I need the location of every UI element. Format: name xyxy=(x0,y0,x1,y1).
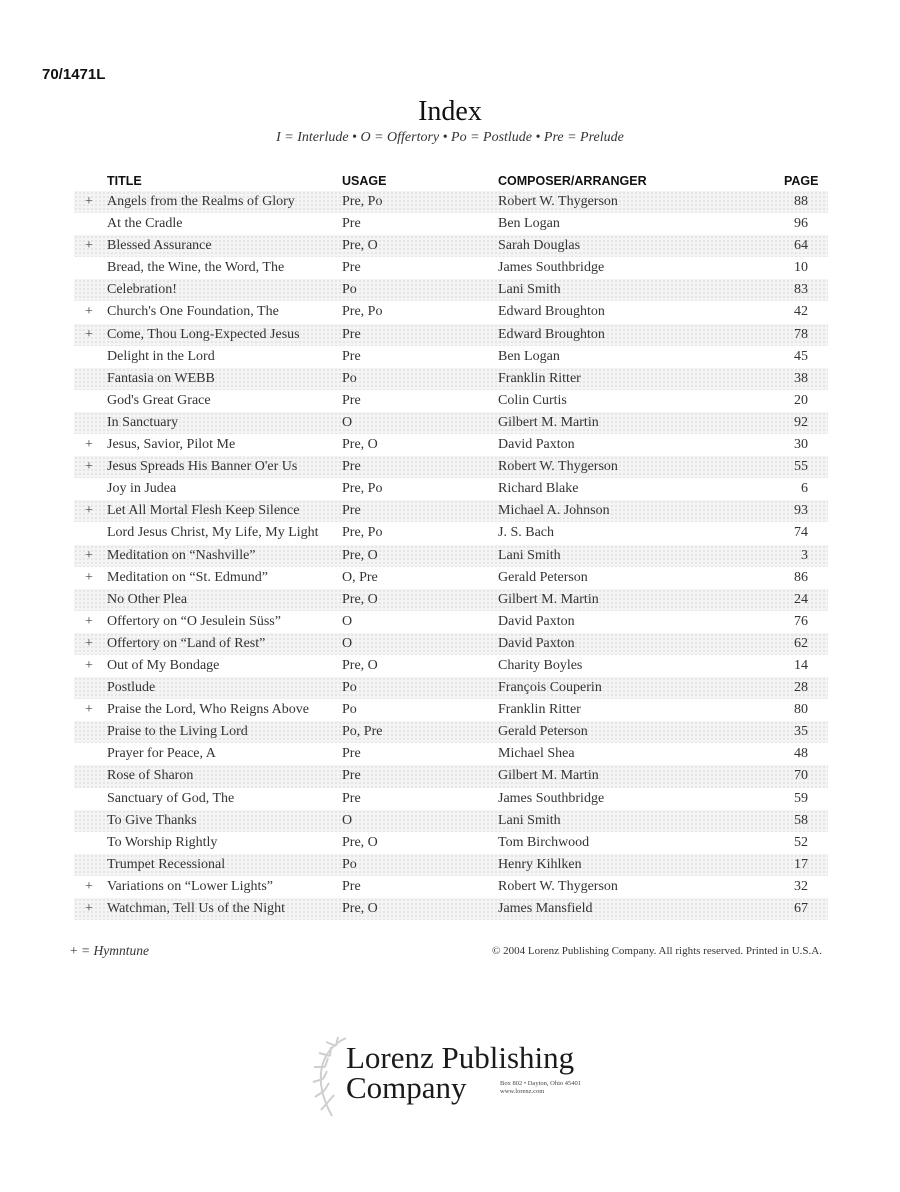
entry-page: 52 xyxy=(794,834,808,850)
entry-usage: Po, Pre xyxy=(342,724,383,740)
entry-page: 80 xyxy=(794,702,808,718)
entry-title: Joy in Judea xyxy=(107,481,177,497)
entry-page: 62 xyxy=(794,635,808,651)
entry-composer: Lani Smith xyxy=(498,282,561,298)
hymntune-mark: + xyxy=(85,194,93,209)
entry-title: Angels from the Realms of Glory xyxy=(107,194,295,209)
entry-title: In Sanctuary xyxy=(107,414,179,430)
table-row xyxy=(74,589,828,611)
table-row xyxy=(74,765,828,787)
entry-title: Offertory on “O Jesulein Süss” xyxy=(107,613,281,629)
entry-composer: Henry Kihlken xyxy=(498,856,582,872)
entry-composer: Robert W. Thygerson xyxy=(498,459,618,475)
entry-composer: Colin Curtis xyxy=(498,392,567,408)
entry-composer: Ben Logan xyxy=(498,348,560,364)
entry-page: 92 xyxy=(794,414,808,430)
table-row xyxy=(74,854,828,876)
entry-usage: Pre, O xyxy=(342,591,378,607)
entry-title: Variations on “Lower Lights” xyxy=(107,878,274,894)
table-row xyxy=(74,699,828,721)
entry-page: 58 xyxy=(794,812,808,828)
entry-composer: Franklin Ritter xyxy=(498,370,581,386)
entry-page: 76 xyxy=(794,613,808,629)
entry-title: God's Great Grace xyxy=(107,392,211,408)
table-row xyxy=(74,876,828,898)
hymntune-mark: + xyxy=(85,459,93,475)
entry-page: 96 xyxy=(794,216,808,232)
column-header-composer: COMPOSER/ARRANGER xyxy=(498,174,647,188)
entry-usage: Pre, O xyxy=(342,834,378,850)
entry-usage: Pre, Po xyxy=(342,525,383,541)
table-row xyxy=(74,434,828,456)
entry-composer: François Couperin xyxy=(498,680,602,696)
logo-wordmark-line2: Company xyxy=(346,1070,467,1105)
table-row xyxy=(74,191,828,213)
entry-composer: Gilbert M. Martin xyxy=(498,768,599,784)
page-title: Index xyxy=(418,96,482,127)
entry-usage: Po xyxy=(342,856,357,872)
table-row xyxy=(74,721,828,743)
entry-usage: Pre, O xyxy=(342,657,378,673)
entry-usage: Po xyxy=(342,680,357,696)
table-row xyxy=(74,788,828,810)
entry-usage: Pre xyxy=(342,746,361,762)
logo-address-line1: Box 802 • Dayton, Ohio 45401 xyxy=(500,1080,581,1087)
entry-composer: Richard Blake xyxy=(498,481,579,497)
entry-usage: Pre, O xyxy=(342,901,378,916)
hymntune-mark: + xyxy=(85,657,93,673)
entry-composer: Franklin Ritter xyxy=(498,702,581,718)
hymntune-mark: + xyxy=(85,503,93,519)
entry-title: Celebration! xyxy=(107,282,177,298)
entry-usage: Pre xyxy=(342,326,361,342)
table-row xyxy=(74,522,828,544)
entry-usage: Pre xyxy=(342,216,361,232)
entry-usage: Pre, O xyxy=(342,547,378,563)
entry-usage: Pre, Po xyxy=(342,194,383,209)
entry-composer: Tom Birchwood xyxy=(498,834,590,850)
table-row xyxy=(74,611,828,633)
entry-page: 10 xyxy=(794,260,808,276)
entry-title: To Worship Rightly xyxy=(107,834,218,850)
hymntune-mark: + xyxy=(85,326,93,342)
hymntune-mark: + xyxy=(85,901,93,916)
entry-page: 3 xyxy=(801,547,808,563)
entry-title: Church's One Foundation, The xyxy=(107,304,279,320)
table-row xyxy=(74,368,828,390)
entry-usage: Po xyxy=(342,282,357,298)
entry-title: Out of My Bondage xyxy=(107,657,220,673)
entry-composer: Gilbert M. Martin xyxy=(498,414,599,430)
entry-composer: Gilbert M. Martin xyxy=(498,591,599,607)
entry-composer: David Paxton xyxy=(498,437,575,453)
hymntune-mark: + xyxy=(85,238,93,254)
entry-page: 78 xyxy=(794,326,808,342)
publisher-logo xyxy=(306,1032,596,1122)
table-row xyxy=(74,743,828,765)
copyright-notice: © 2004 Lorenz Publishing Company. All rights reserved. Printed in U.S.A. xyxy=(492,945,822,957)
entry-composer: Robert W. Thygerson xyxy=(498,194,618,209)
table-row xyxy=(74,500,828,522)
entry-title: Let All Mortal Flesh Keep Silence xyxy=(107,503,300,519)
column-header-title: TITLE xyxy=(107,174,142,188)
hymntune-mark: + xyxy=(85,547,93,563)
table-row xyxy=(74,301,828,323)
logo-address xyxy=(500,1080,581,1096)
table-row xyxy=(74,655,828,677)
entry-title: Trumpet Recessional xyxy=(107,856,226,872)
entry-composer: Sarah Douglas xyxy=(498,238,581,254)
entry-page: 45 xyxy=(794,348,808,364)
entry-composer: James Mansfield xyxy=(498,901,593,916)
table-row xyxy=(74,677,828,699)
entry-composer: J. S. Bach xyxy=(498,525,554,541)
entry-title: Meditation on “St. Edmund” xyxy=(107,569,268,585)
legend xyxy=(70,943,149,959)
entry-page: 55 xyxy=(794,459,808,475)
entry-usage: O xyxy=(342,635,353,651)
legend-symbol: + xyxy=(70,943,78,958)
table-row xyxy=(74,545,828,567)
entry-composer: Lani Smith xyxy=(498,547,561,563)
entry-page: 35 xyxy=(794,724,808,740)
table-row xyxy=(74,412,828,434)
entry-page: 74 xyxy=(794,525,808,541)
entry-usage: Pre xyxy=(342,878,361,894)
column-header-usage: USAGE xyxy=(342,174,387,188)
entry-usage: Pre xyxy=(342,392,361,408)
entry-usage: Po xyxy=(342,370,357,386)
table-row xyxy=(74,898,828,920)
entry-title: Offertory on “Land of Rest” xyxy=(107,635,266,651)
column-header-page: PAGE xyxy=(784,174,819,188)
table-row xyxy=(74,478,828,500)
entry-usage: O xyxy=(342,414,353,430)
entry-usage: Pre xyxy=(342,768,361,784)
entry-composer: James Southbridge xyxy=(498,790,605,806)
entry-title: Delight in the Lord xyxy=(107,348,215,364)
entry-usage: O xyxy=(342,812,353,828)
entry-composer: Edward Broughton xyxy=(498,326,605,342)
entry-page: 17 xyxy=(794,856,808,872)
entry-composer: Ben Logan xyxy=(498,216,560,232)
logo-address-line2: www.lorenz.com xyxy=(500,1088,545,1095)
entry-page: 93 xyxy=(794,503,808,519)
entry-page: 38 xyxy=(794,370,808,386)
table-row xyxy=(74,633,828,655)
entry-composer: Michael Shea xyxy=(498,746,575,762)
entry-page: 20 xyxy=(794,392,808,408)
entry-title: Meditation on “Nashville” xyxy=(107,547,256,563)
entry-title: Come, Thou Long-Expected Jesus xyxy=(107,326,300,342)
hymntune-mark: + xyxy=(85,569,93,585)
entry-usage: Pre, O xyxy=(342,437,378,453)
entry-title: Watchman, Tell Us of the Night xyxy=(107,901,286,916)
catalog-number: 70/1471L xyxy=(42,66,106,83)
entry-title: No Other Plea xyxy=(107,591,188,607)
table-row xyxy=(74,324,828,346)
table-row xyxy=(74,235,828,257)
index-table xyxy=(74,191,828,920)
table-row xyxy=(74,213,828,235)
entry-title: At the Cradle xyxy=(107,216,183,232)
hymntune-mark: + xyxy=(85,613,93,629)
entry-page: 24 xyxy=(794,591,808,607)
table-row xyxy=(74,810,828,832)
hymntune-mark: + xyxy=(85,635,93,651)
entry-usage: Pre, O xyxy=(342,238,378,254)
entry-composer: Gerald Peterson xyxy=(498,724,588,740)
entry-composer: Robert W. Thygerson xyxy=(498,878,618,894)
table-row xyxy=(74,567,828,589)
table-row xyxy=(74,346,828,368)
table-row xyxy=(74,832,828,854)
entry-page: 67 xyxy=(794,901,808,916)
entry-composer: Charity Boyles xyxy=(498,657,583,673)
entry-page: 30 xyxy=(794,437,808,453)
entry-page: 48 xyxy=(794,746,808,762)
entry-title: Praise the Lord, Who Reigns Above xyxy=(107,702,309,718)
entry-title: Rose of Sharon xyxy=(107,768,194,784)
entry-usage: Pre xyxy=(342,503,361,519)
entry-usage: Pre xyxy=(342,260,361,276)
entry-page: 88 xyxy=(794,194,808,209)
logo-wordmark-line1: Lorenz Publishing xyxy=(346,1040,575,1075)
table-row xyxy=(74,279,828,301)
entry-title: Jesus Spreads His Banner O'er Us xyxy=(107,459,298,475)
entry-page: 6 xyxy=(801,481,808,497)
entry-title: Prayer for Peace, A xyxy=(107,746,216,762)
hymntune-mark: + xyxy=(85,437,93,453)
entry-page: 42 xyxy=(794,304,808,320)
entry-composer: David Paxton xyxy=(498,613,575,629)
entry-usage: Pre xyxy=(342,348,361,364)
entry-composer: Michael A. Johnson xyxy=(498,503,610,519)
entry-composer: Edward Broughton xyxy=(498,304,605,320)
entry-usage: Po xyxy=(342,702,357,718)
entry-page: 59 xyxy=(794,790,808,806)
table-row xyxy=(74,390,828,412)
entry-title: Praise to the Living Lord xyxy=(107,724,248,740)
table-row xyxy=(74,257,828,279)
entry-usage: O, Pre xyxy=(342,569,378,585)
hymntune-mark: + xyxy=(85,304,93,320)
entry-usage: Pre xyxy=(342,790,361,806)
entry-title: Postlude xyxy=(107,680,156,696)
entry-page: 28 xyxy=(794,680,808,696)
hymntune-mark: + xyxy=(85,702,93,718)
entry-usage: Pre, Po xyxy=(342,481,383,497)
entry-page: 83 xyxy=(794,282,808,298)
usage-key: I = Interlude • O = Offertory • Po = Postlude • Pre = Prelude xyxy=(276,130,624,145)
entry-page: 86 xyxy=(794,569,808,585)
entry-page: 14 xyxy=(794,657,808,673)
legend-meaning: = Hymntune xyxy=(81,943,149,958)
entry-page: 32 xyxy=(794,878,808,894)
entry-page: 64 xyxy=(794,238,808,254)
entry-title: Bread, the Wine, the Word, The xyxy=(107,260,285,276)
entry-title: Fantasia on WEBB xyxy=(107,370,215,386)
hymntune-mark: + xyxy=(85,878,93,894)
entry-title: Sanctuary of God, The xyxy=(107,790,235,806)
entry-usage: Pre, Po xyxy=(342,304,383,320)
entry-composer: David Paxton xyxy=(498,635,575,651)
entry-title: Lord Jesus Christ, My Life, My Light xyxy=(107,525,319,541)
entry-page: 70 xyxy=(794,768,808,784)
entry-title: Blessed Assurance xyxy=(107,238,212,254)
entry-composer: Lani Smith xyxy=(498,812,561,828)
entry-title: To Give Thanks xyxy=(107,812,197,828)
entry-composer: Gerald Peterson xyxy=(498,569,588,585)
entry-title: Jesus, Savior, Pilot Me xyxy=(107,437,236,453)
entry-composer: James Southbridge xyxy=(498,260,605,276)
entry-usage: Pre xyxy=(342,459,361,475)
entry-usage: O xyxy=(342,613,353,629)
table-row xyxy=(74,456,828,478)
